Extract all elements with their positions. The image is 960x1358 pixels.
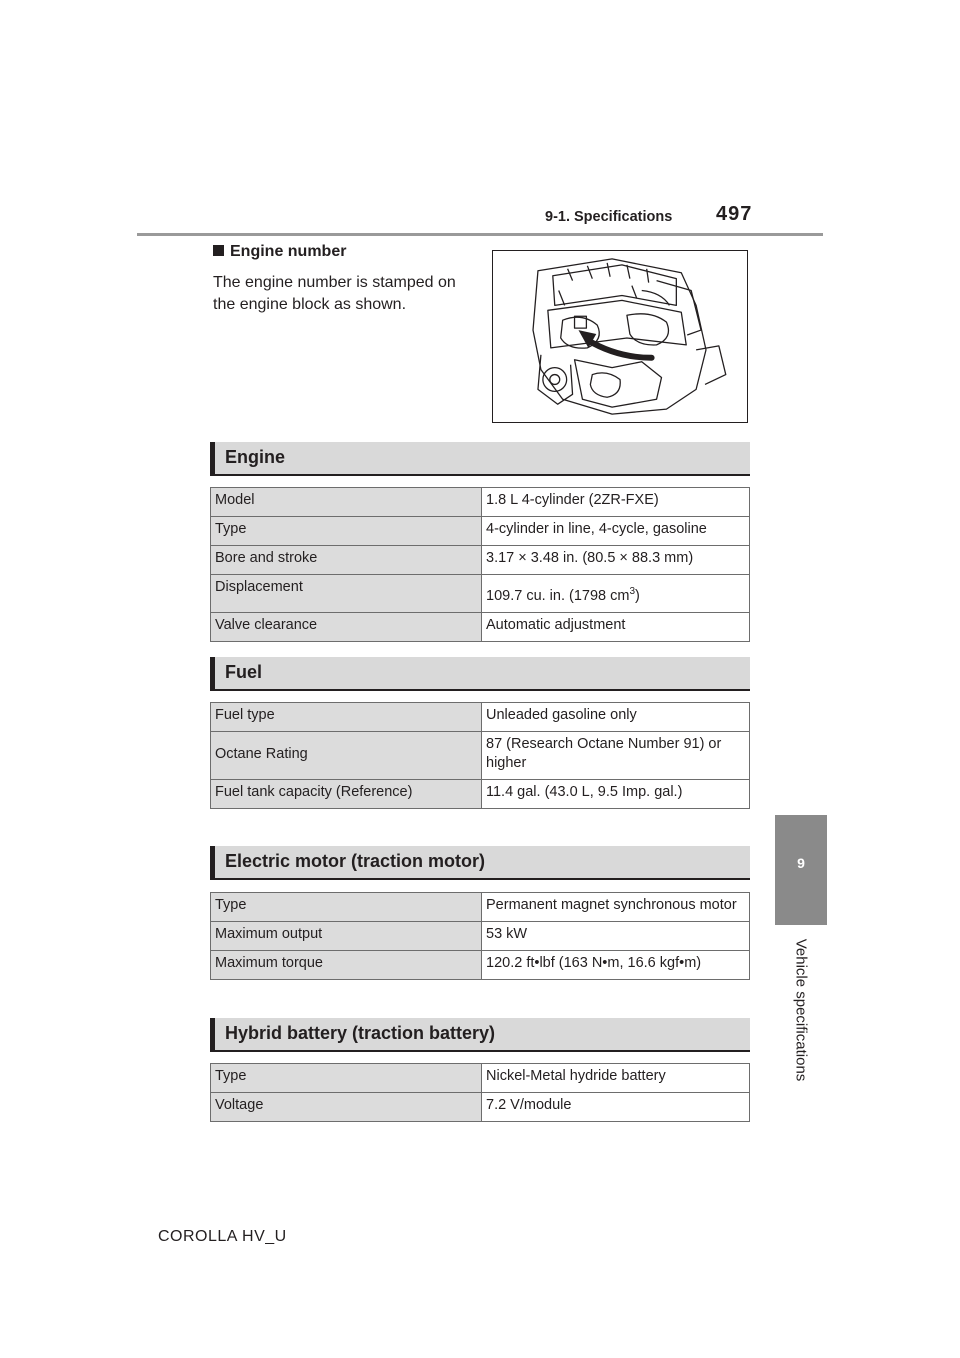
spec-value: 4-cylinder in line, 4-cycle, gasoline — [482, 517, 750, 546]
table-row — [211, 893, 750, 922]
header-rule — [137, 233, 823, 236]
fuel-spec-table — [210, 702, 750, 809]
table-row — [211, 517, 750, 546]
section-title-text: Fuel — [225, 662, 263, 682]
table-row — [211, 1093, 750, 1122]
section-title-engine — [210, 442, 750, 476]
chapter-label: Vehicle specifications — [792, 938, 810, 1082]
spec-value: Permanent magnet synchronous motor — [482, 893, 750, 922]
engine-number-heading — [213, 243, 346, 261]
section-title-text: Electric motor (traction motor) — [225, 851, 486, 871]
spec-value: Unleaded gasoline only — [482, 703, 750, 732]
section-title-electric-motor — [210, 846, 750, 880]
table-row — [211, 612, 750, 641]
table-row — [211, 732, 750, 780]
spec-key: Voltage — [211, 1093, 482, 1122]
spec-key: Bore and stroke — [211, 546, 482, 575]
spec-value: 87 (Research Octane Number 91) or higher — [482, 732, 750, 780]
section-title-text: Hybrid battery (traction battery) — [225, 1023, 496, 1043]
spec-key: Maximum output — [211, 922, 482, 951]
footer-model: COROLLA HV_U — [158, 1228, 287, 1245]
spec-value: 3.17 × 3.48 in. (80.5 × 88.3 mm) — [482, 546, 750, 575]
table-row — [211, 1064, 750, 1093]
spec-value: 11.4 gal. (43.0 L, 9.5 Imp. gal.) — [482, 780, 750, 809]
spec-value: 1.8 L 4-cylinder (2ZR-FXE) — [482, 488, 750, 517]
battery-spec-table — [210, 1063, 750, 1122]
spec-value: Nickel-Metal hydride battery — [482, 1064, 750, 1093]
spec-value-suffix: ) — [635, 587, 640, 604]
section-title-fuel — [210, 657, 750, 691]
spec-value: 7.2 V/module — [482, 1093, 750, 1122]
engine-number-description: The engine number is stamped on the engine block as shown. — [213, 274, 456, 313]
spec-key: Type — [211, 517, 482, 546]
section-label: 9-1. Specifications — [545, 209, 673, 225]
engine-number-heading-text: Engine number — [230, 243, 347, 260]
engine-spec-table — [210, 487, 750, 642]
engine-illustration — [492, 250, 748, 423]
spec-key: Type — [211, 893, 482, 922]
table-row — [211, 951, 750, 980]
bullet-square-icon — [213, 245, 224, 256]
spec-value-main: 109.7 cu. in. (1798 cm — [486, 587, 630, 604]
table-row — [211, 488, 750, 517]
spec-value: Automatic adjustment — [482, 612, 750, 641]
spec-value: 120.2 ft•lbf (163 N•m, 16.6 kgf•m) — [482, 951, 750, 980]
table-row — [211, 575, 750, 613]
spec-value-superscript: 3 — [629, 586, 636, 597]
chapter-tab — [775, 815, 827, 925]
spec-key: Maximum torque — [211, 951, 482, 980]
table-row — [211, 922, 750, 951]
spec-value: 53 kW — [482, 922, 750, 951]
spec-key: Displacement — [211, 575, 482, 613]
spec-key: Fuel tank capacity (Reference) — [211, 780, 482, 809]
spec-key: Octane Rating — [211, 732, 482, 780]
section-title-hybrid-battery — [210, 1018, 750, 1052]
table-row — [211, 546, 750, 575]
page-number: 497 — [716, 203, 753, 225]
page-header — [0, 0, 960, 240]
table-row — [211, 703, 750, 732]
spec-key: Fuel type — [211, 703, 482, 732]
spec-key: Valve clearance — [211, 612, 482, 641]
chapter-number: 9 — [797, 855, 805, 871]
motor-spec-table — [210, 892, 750, 980]
spec-key: Model — [211, 488, 482, 517]
table-row — [211, 780, 750, 809]
engine-block-icon — [493, 251, 747, 422]
section-title-text: Engine — [225, 447, 286, 467]
spec-key: Type — [211, 1064, 482, 1093]
spec-value — [482, 575, 750, 613]
